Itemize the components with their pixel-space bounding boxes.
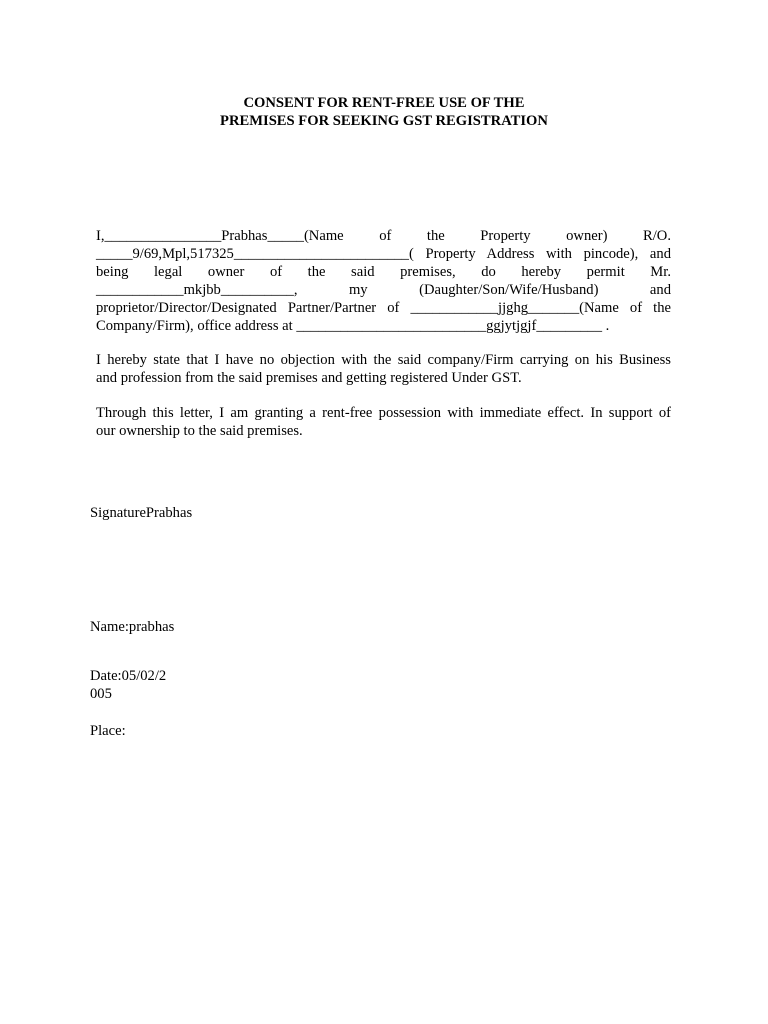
paragraph-line: and profession from the said premises and getting registered Under GST. (96, 370, 522, 386)
paragraph-line: being legal owner of the said premises, do hereby permit Mr. (96, 264, 671, 280)
paragraph-line: our ownership to the said premises. (96, 423, 303, 439)
date-line-2: 005 (90, 686, 112, 702)
title-line-2: PREMISES FOR SEEKING GST REGISTRATION (220, 112, 548, 129)
signature-field: SignaturePrabhas (90, 505, 193, 521)
possession-paragraph (96, 404, 671, 440)
name-field: Name:prabhas (90, 619, 175, 635)
paragraph-line: Company/Firm), office address at __________________________ggjytjgjf_________ . (96, 318, 610, 334)
place-field: Place: (90, 723, 126, 739)
date-line-1: Date:05/02/2 (90, 668, 167, 684)
consent-paragraph (96, 227, 671, 335)
paragraph-line: _____9/69,Mpl,517325________________________( Property Address with pincode), and (96, 246, 671, 262)
paragraph-line: Through this letter, I am granting a rent-free possession with immediate effect. In support of (96, 405, 671, 421)
paragraph-line: ____________mkjbb__________, my (Daughter/Son/Wife/Husband) and (96, 282, 671, 298)
document-title (0, 95, 768, 130)
paragraph-line: I,________________Prabhas_____(Name of the Property owner) R/O. (96, 228, 671, 244)
no-objection-paragraph (96, 351, 671, 387)
date-field (90, 667, 166, 703)
paragraph-line: proprietor/Director/Designated Partner/Partner of ____________jjghg_______(Name of the (96, 300, 671, 316)
title-line-1: CONSENT FOR RENT-FREE USE OF THE (243, 95, 525, 111)
paragraph-line: I hereby state that I have no objection with the said company/Firm carrying on his Business (96, 352, 671, 368)
